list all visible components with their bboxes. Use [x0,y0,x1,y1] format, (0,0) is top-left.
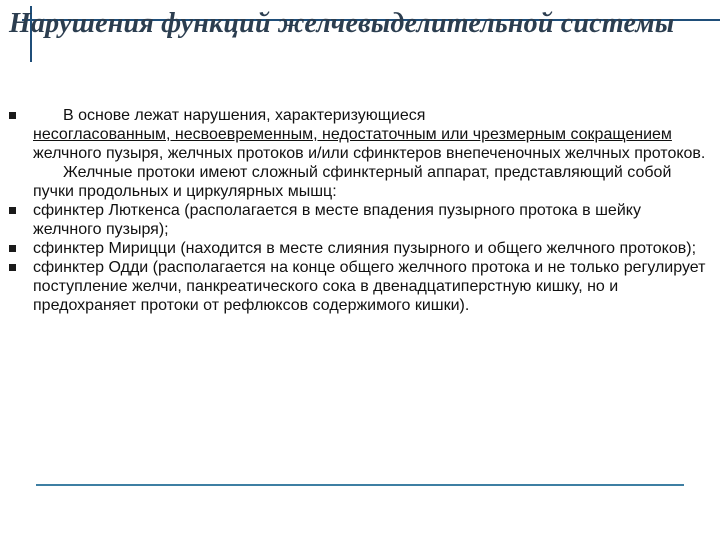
list-item-text: сфинктер Одди (располагается на конце общего желчного протока и не только регулирует поступление желчи, панкреатического сока в двенадцатиперстную кишку, но и предохраняет протоки от рефлюксов содержимого кишки). [33,259,706,314]
bullet-square-icon [9,112,16,119]
intro-text-start: В основе лежат нарушения, характеризующиеся [63,107,426,124]
list-item-text: сфинктер Люткенса (располагается в месте впадения пузырного протока в шейку желчного пузыря); [33,202,641,238]
intro-text-end: желчного пузыря, желчных протоков и/или сфинктеров внепеченочных желчных протоков. [33,145,706,162]
sphincter-apparatus-text: Желчные протоки имеют сложный сфинктерный аппарат, представляющий собой пучки продольных и циркулярных мышц: [33,164,672,200]
intro-underlined-text: несогласованным, несвоевременным, недостаточным или чрезмерным сокращением [33,126,672,143]
slide-title: Нарушения функций желчевыделительной системы [9,8,675,39]
bottom-divider [36,484,684,486]
bullet-paragraph-intro [0,106,708,163]
list-item-text: сфинктер Мирицци (находится в месте слияния пузырного и общего желчного протоков); [33,240,697,257]
content-area [0,106,720,315]
title-bar [0,0,720,64]
bullet-item-lutkens [0,201,708,239]
bullet-square-icon [9,264,16,271]
paragraph-sphincter-apparatus [0,163,708,201]
bullet-item-oddi [0,258,708,315]
bullet-square-icon [9,207,16,214]
bullet-item-mirizzi [0,239,708,258]
bullet-square-icon [9,245,16,252]
